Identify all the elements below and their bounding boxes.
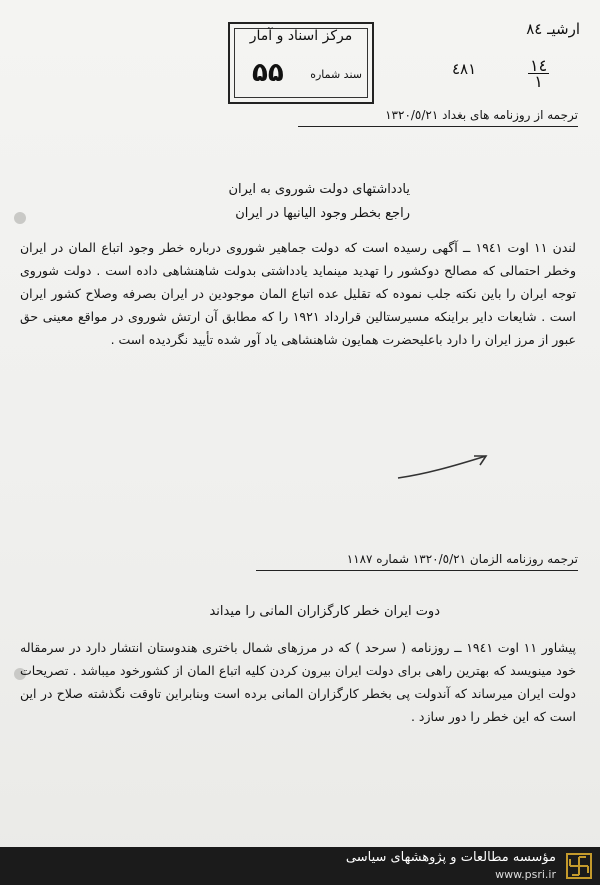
- fraction-numerator: ١٤: [530, 56, 548, 75]
- section1-body: لندن ١١ اوت ١٩٤١ ــ آگهی رسیده است که دولت جماهیر شوروی درباره خطر وجود اتباع المان در ایران وخطر احتمالی که مصالح دوکشور را تهدید مینماید یادداشتی بدولت شاهنشاهی داده است . دولت شوروی توجه ایران را باین نکته جلب نموده که تقلیل عده اتباع المان موجودین در ایران بصرفه وصلاح کشور ایران است . شایعات دایر براینکه مسیرستالین قرارداد ١٩٢١ را که مطابق آن ارتش شوروی در مواقع معینی حق عبور از مرز ایران را دارد باعلیحضرت همایون شاهنشاهی یاد آور شده تأیید نگردیده است .: [20, 240, 576, 347]
- footer-bar: [0, 847, 600, 885]
- stamp-number: ۵۵: [252, 58, 284, 88]
- reference-fraction: [528, 58, 549, 89]
- institute-logo-icon: [566, 853, 592, 879]
- stamp-title: مرکز اسناد و آمار: [249, 28, 353, 44]
- section1-subtitle: راجع بخطر وجود الیانیها در ایران: [235, 206, 410, 221]
- archive-stamp: [228, 22, 374, 104]
- archive-reference: ارشیـ ۸٤: [526, 20, 580, 38]
- section2-body: پیشاور ١١ اوت ١٩٤١ ــ روزنامه ( سرحد ) که در مرزهای شمال باختری هندوستان انتشار دارد در سرمقاله خود مینویسد که بهترین راهی برای دولت ایران بیرون کردن کلیه اتباع المان از کشورخود میباشد . تصریحات دولت ایران میرساند که آندولت پی بخطر کارگزاران المانی برده است وبنابراین تاوقت نگذشته صلاح در این است که این خطر را دور سازد .: [20, 640, 576, 724]
- arrow-mark: [396, 452, 492, 482]
- institute-name: مؤسسه مطالعات و پژوهشهای سیاسی: [345, 850, 556, 865]
- header-line: ترجمه از روزنامه های بغداد ١٣٢٠/٥/٢١: [385, 108, 578, 122]
- punch-hole: [14, 212, 26, 224]
- section2-header-underline: [256, 570, 578, 571]
- section1-title: یادداشتهای دولت شوروی به ایران: [228, 182, 410, 197]
- reference-code: ٤٨١: [452, 60, 477, 78]
- stamp-label: سند شماره: [310, 68, 362, 81]
- fraction-denominator: ١: [534, 72, 543, 91]
- section2-title: دوت ایران خطر کارگزاران المانی را میداند: [209, 604, 440, 619]
- section2-header: ترجمه روزنامه الزمان ١٣٢٠/٥/٢١ شماره ١١٨٧: [346, 552, 578, 566]
- institute-url[interactable]: www.psri.ir: [495, 868, 556, 881]
- header-underline: [298, 126, 578, 127]
